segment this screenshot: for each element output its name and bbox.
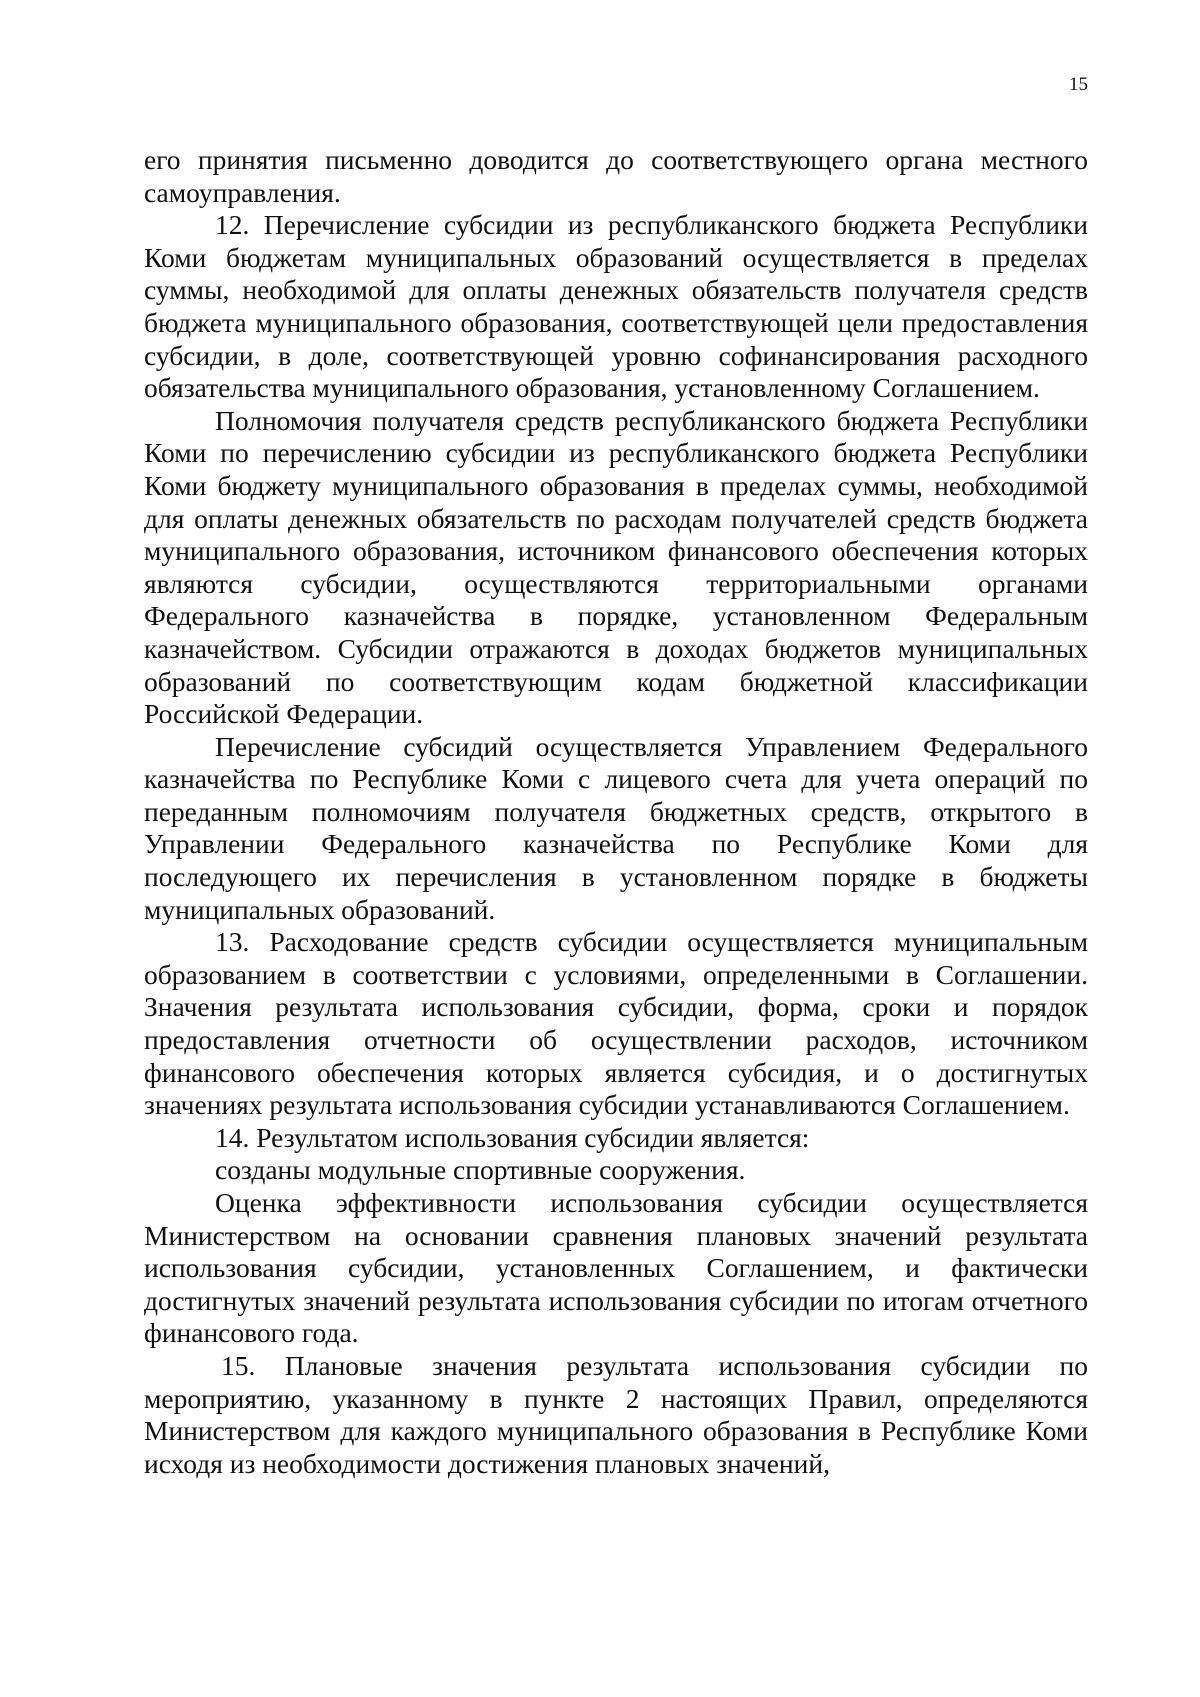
paragraph-item-14-evaluation: Оценка эффективности использования субсидии осуществляется Министерством на основании сравнения плановых значений результата использования субсидии, установленных Соглашением, и фактически достигнутых значений результата использования субсидии по итогам отчетного финансового года.: [144, 1187, 1088, 1349]
paragraph-item-13: 13. Расходование средств субсидии осуществляется муниципальным образованием в соответствии с условиями, определенными в Соглашении. Значения результата использования субсидии, форма, сроки и порядок предоставления отчетности об осуществлении расходов, источником финансового обеспечения которых является субсидия, и о достигнутых значениях результата использования субсидии устанавливаются Соглашением.: [144, 926, 1088, 1121]
paragraph-item-12-transfer: Перечисление субсидий осуществляется Управлением Федерального казначейства по Республике Коми с лицевого счета для учета операций по переданным полномочиям получателя бюджетных средств, открытого в Управлении Федерального казначейства по Республике Коми для последующего их перечисления в установленном порядке в бюджеты муниципальных образований.: [144, 730, 1088, 925]
page-number: 15: [1069, 74, 1088, 95]
paragraph-item-12-powers: Полномочия получателя средств республиканского бюджета Республики Коми по перечислению субсидии из республиканского бюджета Республики Коми бюджету муниципального образования в пределах суммы, необходимой для оплаты денежных обязательств по расходам получателей средств бюджета муниципального образования, источником финансового обеспечения которых являются субсидии, осуществляются территориальными органами Федерального казначейства в порядке, установленном Федеральным казначейством. Субсидии отражаются в доходах бюджетов муниципальных образований по соответствующим кодам бюджетной классификации Российской Федерации.: [144, 404, 1088, 730]
document-body: [144, 144, 1088, 1480]
paragraph-item-14: 14. Результатом использования субсидии является:: [215, 1121, 810, 1153]
paragraph-item-15: 15. Плановые значения результата использования субсидии по мероприятию, указанному в пункте 2 настоящих Правил, определяются Министерством для каждого муниципального образования в Республике Коми исходя из необходимости достижения плановых значений,: [144, 1349, 1088, 1479]
paragraph-item-14-result: созданы модульные спортивные сооружения.: [215, 1154, 746, 1186]
paragraph-item-12: 12. Перечисление субсидии из республиканского бюджета Республики Коми бюджетам муниципальных образований осуществляется в пределах суммы, необходимой для оплаты денежных обязательств получателя средств бюджета муниципального образования, соответствующей цели предоставления субсидии, в доле, соответствующей уровню софинансирования расходного обязательства муниципального образования, установленному Соглашением.: [144, 209, 1088, 404]
paragraph-continuation: его принятия письменно доводится до соответствующего органа местного самоуправления.: [144, 144, 1088, 208]
